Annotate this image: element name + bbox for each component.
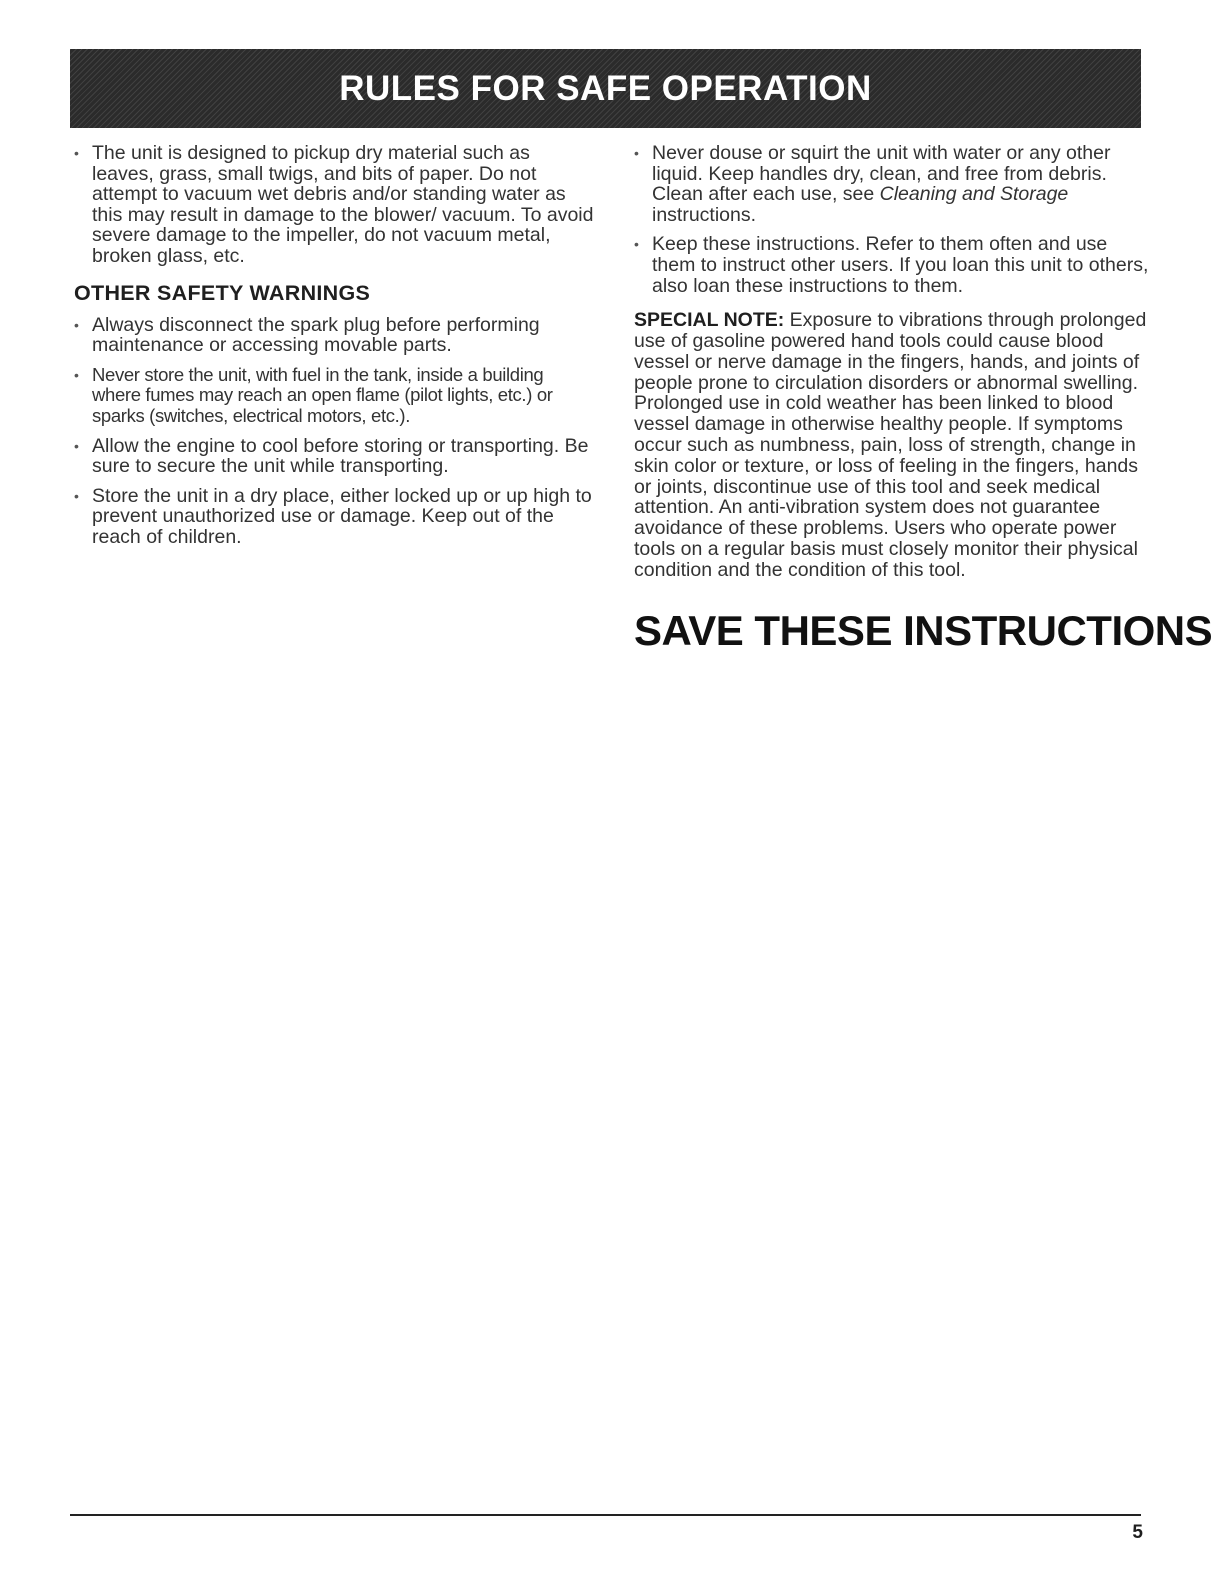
right-column	[634, 142, 1213, 655]
warning-bullet-spark-plug: • Always disconnect the spark plug before performing maintenance or accessing movable parts.	[74, 315, 594, 356]
water-bullet-text-start: Never douse or squirt the unit with water or any other liquid. Keep handles dry, clean, and free from debris. Clean after each use, see	[652, 142, 1111, 206]
page-number: 5	[1132, 1522, 1143, 1543]
water-bullet-text-end: instructions.	[652, 203, 757, 226]
special-note-text: Exposure to vibrations through prolonged use of gasoline powered hand tools could cause blood vessel or nerve damage in the fingers, hands, and joints of people prone to circulation disorders or abnormal swelling. Prolonged use in cold weather has been linked to blood vessel damage in otherwise healthy people. If symptoms occur such as numbness, pain, loss of strength, change in skin color or texture, or loss of feeling in the fingers, hands or joints, discontinue use of this tool and seek medical attention. An anti-vibration system does not guarantee avoidance of these problems. Users who operate power tools on a regular basis must closely monitor their physical condition and the condition of this tool.	[634, 309, 1147, 581]
cleaning-storage-reference: Cleaning and Storage	[879, 183, 1069, 206]
page-title: RULES FOR SAFE OPERATION	[339, 68, 872, 108]
special-note	[634, 310, 1154, 580]
special-note-label: SPECIAL NOTE:	[634, 309, 785, 332]
warning-bullet-dry-place: • Store the unit in a dry place, either locked up or up high to prevent unauthorized use or damage. Keep out of the reach of children.	[74, 486, 594, 548]
warning-bullet-water	[634, 143, 1154, 225]
footer-divider	[70, 1514, 1141, 1516]
left-column	[74, 143, 594, 557]
warning-bullet-engine-cool: • Allow the engine to cool before storing or transporting. Be sure to secure the unit while transporting.	[74, 436, 594, 477]
warning-bullet-keep-instructions: • Keep these instructions. Refer to them often and use them to instruct other users. If you loan this unit to others, also loan these instructions to them.	[634, 234, 1154, 296]
intro-bullet: • The unit is designed to pickup dry material such as leaves, grass, small twigs, and bits of paper. Do not attempt to vacuum wet debris and/or standing water as this may result in damage to the blower/ vacuum. To avoid severe damage to the impeller, do not vacuum metal, broken glass, etc.	[74, 143, 594, 267]
save-instructions-title: SAVE THESE INSTRUCTIONS	[634, 606, 1213, 654]
warning-bullet-fuel-storage: • Never store the unit, with fuel in the tank, inside a building where fumes may reach an open flame (pilot lights, etc.) or sparks (switches, electrical motors, etc.).	[74, 365, 594, 427]
section-heading-other-safety-warnings: OTHER SAFETY WARNINGS	[74, 280, 371, 305]
header-banner	[70, 49, 1141, 128]
